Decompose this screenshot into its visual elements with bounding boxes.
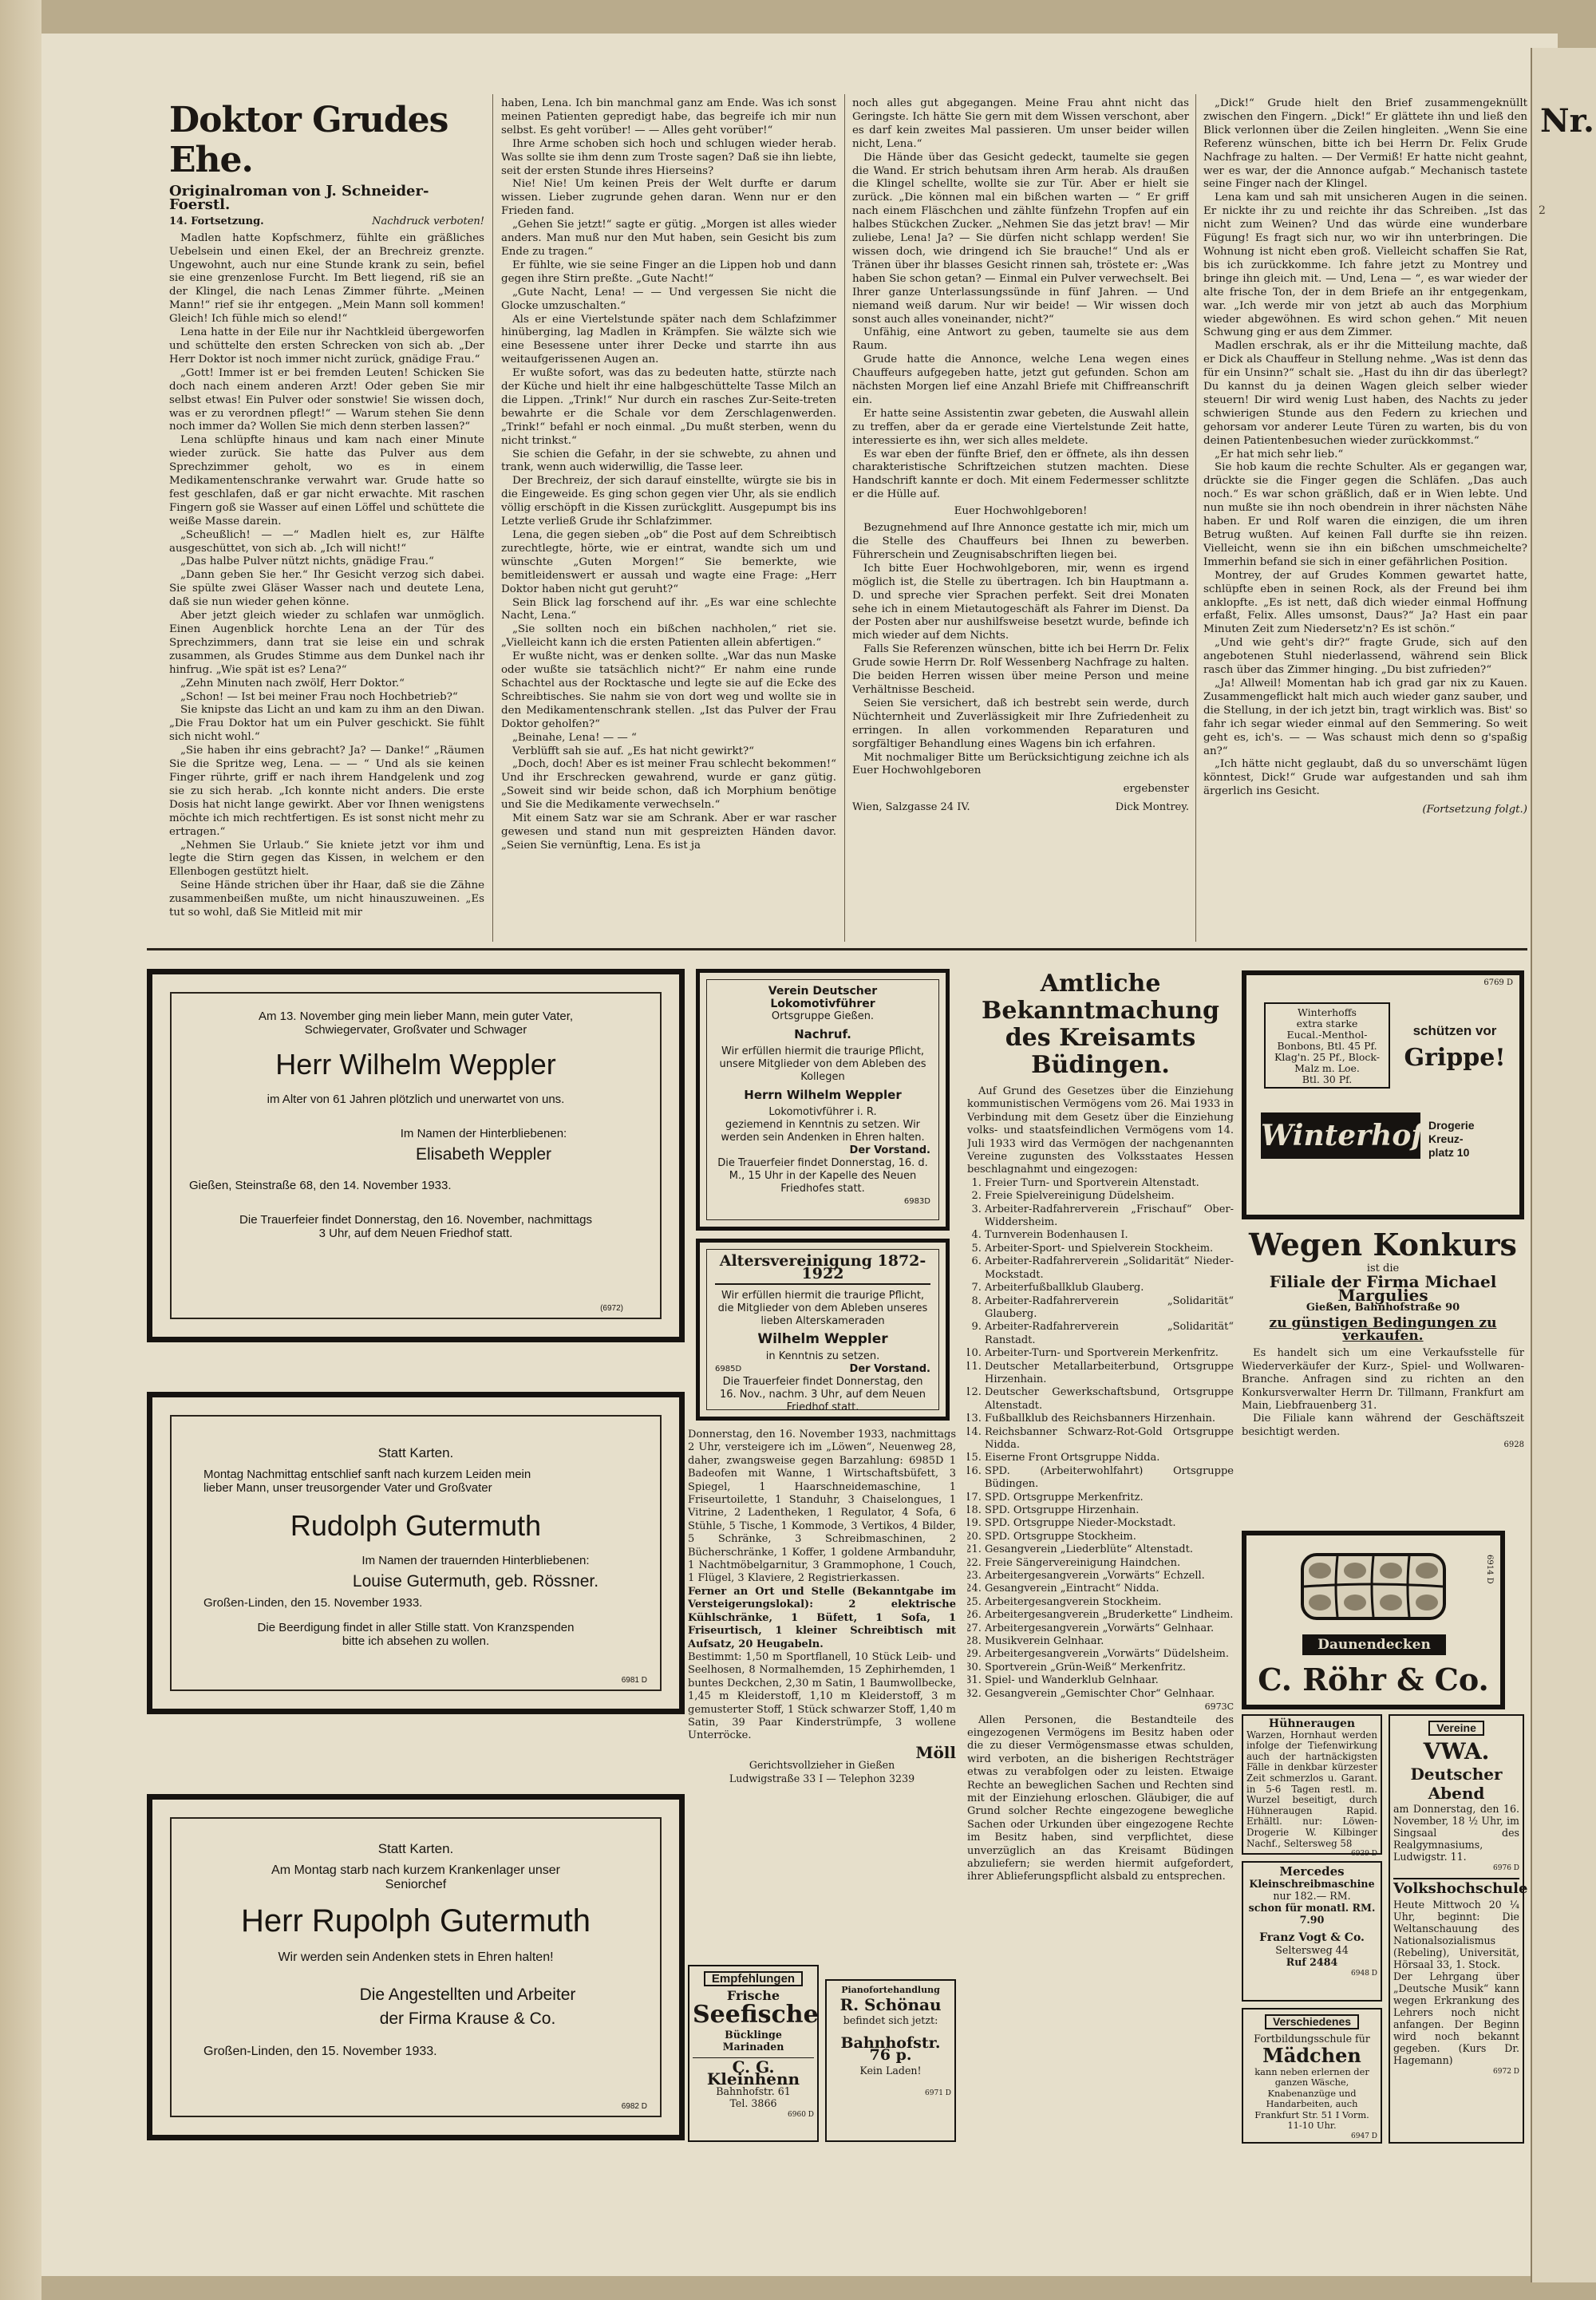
product-line: Winterhoffs — [1298, 1006, 1357, 1018]
adjacent-page-title: Nr. — [1540, 102, 1594, 140]
paragraph: „Sie sollten noch ein bißchen nachholen,“ riet sie. „Vielleicht kann ich die ersten Patienten allein abfertigen.“ — [501, 623, 836, 650]
paragraph: Er wußte sofort, was das zu bedeuten hatte, stürzte nach der Küche und hielt ihr eine halbgeschüttelte Tasse Milch an die Lippen. „Trink!“ Nur durch ein rasches Zur-Seite-treten bewahrte er die Schale vor dem Zerschlagenwerden. „Trink!“ befahl er noch einmal. „Du mußt sterben, wenn du nicht trinkst.“ — [501, 367, 836, 447]
list-item: 23. Arbeitergesangverein „Vorwärts“ Echzell. — [985, 1570, 1234, 1583]
bankruptcy-text: ist die — [1366, 1263, 1400, 1274]
winterhoff-store — [1428, 1119, 1475, 1160]
bankruptcy-address: Gießen, Bahnhofstraße 90 — [1306, 1302, 1460, 1314]
obituary-place-date: Großen-Linden, den 15. November 1933. — [203, 2045, 437, 2058]
obituary-deceased-name: Herr Rupolph Gutermuth — [241, 1903, 591, 1938]
list-item: 19. SPD. Ortsgruppe Nieder-Mockstadt. — [985, 1517, 1234, 1530]
paragraph: „Ich hätte nicht geglaubt, daß du so unverschämt lügen könntest, Dick!“ Grude war aufgestanden und sah ihm ärgerlich ins Gesicht. — [1203, 758, 1527, 798]
obituary-place-date: Gießen, Steinstraße 68, den 14. November 1933. — [189, 1179, 452, 1192]
adjacent-page-strip — [1531, 48, 1596, 2282]
corns-text: Warzen, Hornhaut werden infolge der Tiefenwirkung auch der hartnäckigsten Fälle in denkbar kürzester Zeit schmerzlos u. Garant. in 5-6 Tagen restl. m. Wurzel beseitigt, durch Hühneraugen Rapid. Erhältl. nur: Löwen-Drogerie W. Kilbinger Nachf., Seltersweg 58 — [1246, 1729, 1377, 1849]
list-item: 12. Deutscher Gewerkschaftsbund, Ortsgruppe Altenstadt. — [985, 1386, 1234, 1413]
store-line: Drogerie — [1428, 1119, 1475, 1132]
bankruptcy-text: Die Filiale kann während der Geschäftszeit besichtigt werden. — [1242, 1413, 1524, 1438]
ad-code: 6948 D — [1351, 1970, 1377, 1978]
obituary-deceased-name: Rudolph Gutermuth — [290, 1509, 542, 1542]
piano-note: Kein Laden! — [859, 2065, 922, 2077]
ad-associations — [1389, 1714, 1528, 2144]
obituary-weppler — [147, 969, 685, 1342]
list-item: 29. Arbeitergesangverein „Vorwärts“ Düdelsheim. — [985, 1648, 1234, 1661]
obituary-signers: Die Angestellten und Arbeiter — [359, 1986, 576, 2004]
notice-frame — [706, 979, 939, 1220]
quilt-icon — [1298, 1550, 1449, 1623]
ad-code: 6928 — [1503, 1440, 1524, 1450]
paragraph: Der Brechreiz, der sich darauf einstellte, würgte sie bis in die Eingeweide. Es ging schon gegen vier Uhr, als sie endlich völlig erschöpft in die Kissen zurückglitt. Ausgepumpt bis ins Letzte verließ Grude ihr Schlafzimmer. — [501, 475, 836, 528]
list-item: 22. Freie Sängervereinigung Haindchen. — [985, 1557, 1234, 1570]
novel-column-1 — [169, 101, 484, 942]
typewriter-phone: Ruf 2484 — [1286, 1956, 1338, 1968]
fish-firm: C. G. Kleinhenn — [693, 2057, 814, 2085]
announcement-intro: Auf Grund des Gesetzes über die Einziehung kommunistischen Vermögens vom 26. Mai 1933 in Verbindung mit dem Gesetz über die Einziehung volks- und staatsfeindlichen Vermögens vom 14. Juli 1933 wird das Vermögen der nachgenannten Vereine zugunsten des Volksstaates Hessen beschlagnahmt und eingezogen: — [967, 1085, 1234, 1176]
list-item: 32. Gesangverein „Gemischter Chor“ Gelnhaar. — [985, 1688, 1234, 1701]
auction-text: Bestimmt: 1,50 m Sportflanell, 10 Stück Leib- und Seelhosen, 8 Normalhemden, 15 Zephirhemden, 1 buntes Deckchen, 2,30 m Satin, 1 Baumwollbecke, 1,45 m Kleiderstoff, 1,10 m Kleiderstoff, 3 m gemusterter Stoff, 1 Stück schwarzer Stoff, 1,40 m Satin, 39 Paar Kinderstrümpfe, 3 wollene Unterröcke. — [688, 1650, 956, 1742]
paragraph: Als er eine Viertelstunde später nach dem Schlafzimmer hinüberging, lag Madlen in Krämpfen. Sie wälzte sich wie eine Besessene unter ihrer Decke und starrte ihn aus weitaufgerissenen Augen an. — [501, 313, 836, 366]
ad-code: 6982 D — [621, 2102, 647, 2111]
paragraph: „Doch, doch! Aber es ist meiner Frau schlecht bekommen!“ Und ihr Erschrecken gewahrend, wurde er ganz gütig. „Soweit sind wir beide schon, daß ich Morphium benötige und Sie die Medikamente verwechseln.“ — [501, 758, 836, 812]
paragraph: „Und wie geht's dir?“ fragte Grude, sich auf den angebotenen Stuhl niederlassend, während sein Blick rasch über das Zimmer hinging. „Du bist zufrieden?“ — [1203, 637, 1527, 677]
auction-text: Donnerstag, den 16. November 1933, nachmittags 2 Uhr, versteigere ich im „Löwen“, Neuenweg 28, daher, zwangsweise gegen Barzahlung: 6985D 1 Badeofen mit Wanne, 1 Wirtschaftsbüfett, 3 Spiegel, 1 Haarschneidemaschine, 1 Friseurtoilette, 1 Standuhr, 3 Chaiselongues, 1 Vitrine, 2 Ladentheken, 1 Regulator, 4 Sofa, 6 Stühle, 5 Tische, 1 Kommode, 3 Vertikos, 4 Bilder, 5 Schränke, 3 Schreibmaschinen, 2 Bücherschränke, 1 Koffer, 1 goldene Armbanduhr, 1 Nachtmöbelgarnitur, 3 Grammophone, 1 Couch, 1 Flügel, 3 Klaviere, 2 Registrierkassen. — [688, 1429, 956, 1585]
obituary-funeral: 3 Uhr, auf dem Neuen Friedhof statt. — [318, 1227, 513, 1240]
notice-title: Nachruf. — [794, 1027, 851, 1041]
notice-text: Die Trauerfeier findet Donnerstag, 16. d. M., 15 Uhr in der Kapelle des Neuen Friedhofes statt. — [717, 1157, 928, 1195]
paragraph: noch alles gut abgegangen. Meine Frau ahnt nicht das Geringste. Ich hätte Sie gern mit dem Wissen verschont, aber es darf kein zweites Mal passieren. Um unser beider willen nicht, Lena.“ — [852, 97, 1189, 150]
obituary-gutermuth-firm — [147, 1794, 685, 2140]
typewriter-installments: schon für monatl. RM. 7.90 — [1248, 1902, 1376, 1926]
ad-bankruptcy — [1242, 1227, 1524, 1450]
list-item: 2. Freie Spielvereinigung Düdelsheim. — [985, 1190, 1234, 1203]
obituary-mourners-label: Im Namen der Hinterbliebenen: — [400, 1127, 567, 1140]
letter-footer — [852, 801, 1189, 815]
paragraph: Seine Hände strichen über ihr Haar, daß sie die Zähne zusammenbeißen mußte, um nicht hinauszuweinen. „Es tut so wohl, daß Sie Mitleid mit mir — [169, 879, 484, 919]
list-item: 16. SPD. (Arbeiterwohlfahrt) Ortsgruppe Büdingen. — [985, 1465, 1234, 1492]
letter-closing: ergebenster — [1123, 783, 1189, 796]
winterhoff-product: Grippe! — [1404, 1044, 1506, 1072]
letter-signer: Dick Montrey. — [1115, 801, 1189, 814]
ad-code: 6947 D — [1351, 2132, 1377, 2141]
store-line: platz 10 — [1428, 1146, 1470, 1159]
notice-sign-row — [715, 1363, 930, 1376]
novel-author: Originalroman von J. Schneider-Foerstl. — [169, 183, 429, 213]
ad-code: 6976 D — [1493, 1864, 1519, 1872]
list-item: 31. Spiel- und Wanderklub Gelnhaar. — [985, 1674, 1234, 1687]
bankruptcy-text: Es handelt sich um eine Verkaufsstelle für Wiederverkäufer der Kurz-, Spiel- und Wollwaren-Branche. Anfragen sind zu richten an den Konkursverwalter Herrn Dr. Tillmann, Frankfurt am Main, Liebfrauenberg 31. — [1242, 1347, 1524, 1413]
product-line: extra starke — [1296, 1018, 1358, 1029]
vwa-title: VWA. — [1423, 1738, 1490, 1765]
notice-heading: Verein Deutscher Lokomotivführer — [768, 985, 878, 1010]
paragraph: „Gute Nacht, Lena! — — Und vergessen Sie nicht die Glocke umzuschalten.“ — [501, 286, 836, 312]
paragraph: Sie hob kaum die rechte Schulter. Als er gegangen war, drückte sie die Finger gegen die Schläfen. „Das auch noch.“ Es war schon gräßlich, daß er in Wien lebte. Und nun mußte sie ihn noch obendrein in ihrer nächsten Nähe haben. Er und Rolf waren die einzigen, die um ihren Betrug wußten. Auf keinen Fall durfte sie ihn reizen. Vielleicht, wenn sie ihn ein bißchen umschmeichelte? Immerhin befand sie sich in einer gefährlichen Position. — [1203, 461, 1527, 568]
ad-code: 6960 D — [788, 2111, 814, 2119]
notice-sign: Der Vorstand. — [849, 1144, 930, 1156]
list-item: 26. Arbeitergesangverein „Bruderkette“ Lindheim. — [985, 1609, 1234, 1622]
vhs-text: Der Lehrgang über „Deutsche Musik“ kann wegen Erkrankung des Lehrers noch nicht anfangen. Der Beginn wird noch bekannt gegeben. (Kurs Dr. Hagemann) — [1393, 1970, 1519, 2066]
notice-role: Lokomotivführer i. R. — [768, 1106, 877, 1118]
copyright-note: Nachdruck verboten! — [372, 215, 484, 227]
page-fold — [0, 0, 41, 2300]
ad-code: 6981 D — [621, 1676, 647, 1685]
auction-bailiff-address: Ludwigstraße 33 I — Telephon 3239 — [729, 1772, 915, 1784]
fish-title: Seefische — [693, 2001, 819, 2029]
corns-heading: Hühneraugen — [1268, 1717, 1356, 1730]
paragraph: Sie schien die Gefahr, in der sie schwebte, zu ahnen und trank, wenn auch widerwillig, die Tasse leer. — [501, 448, 836, 474]
auction-text: Ferner an Ort und Stelle (Bekanntgabe im Versteigerungslokal): 2 elektrische Kühlschränke, 1 Büfett, 1 Sofa, 1 Friseurtisch, 1 kleiner Schreibtisch mit Aufsatz, 20 Heugabeln. — [688, 1585, 956, 1650]
paragraph: Grude hatte die Annonce, welche Lena wegen eines Chauffeurs aufgegeben hatte, jetzt gut gefunden. Schon am nächsten Morgen lief eine Anzahl Briefe mit Chiffreanschrift ein. — [852, 354, 1189, 406]
notice-sign: Der Vorstand. — [849, 1363, 930, 1375]
product-line: Eucal.-Menthol- — [1286, 1029, 1368, 1041]
vhs-title: Volkshochschule — [1393, 1878, 1519, 1899]
list-item: 27. Arbeitergesangverein „Vorwärts“ Gelnhaar. — [985, 1622, 1234, 1635]
section-label-verschiedenes: Verschiedenes — [1265, 2014, 1359, 2029]
paragraph: „Das halbe Pulver nützt nichts, gnädige Frau.“ — [180, 555, 434, 568]
paragraph: Madlen hatte Kopfschmerz, fühlte ein gräßliches Uebelsein und einen Ekel, der an Brechreiz grenzte. Ungewohnt, auch nur eine Stunde krank zu sein, befiel sie eine grenzenlose Furcht. Im Bett liegend, riß sie an der Klingel, die nach Lenas Zimmer führte. „Meinen Mann!“ rief sie ihr entgegen. „Mein Mann soll kommen! Gleich! Ich fühle mich so elend!“ — [169, 231, 484, 326]
ad-code: 6973C — [1204, 1701, 1234, 1713]
obituary-gutermuth-family — [147, 1392, 685, 1714]
paragraph: „Sie haben ihr eins gebracht? Ja? — Danke!“ „Räumen Sie die Spritze weg, Lena. — — “ Und als sie keinen Finger rührte, griff er nach ihrem Handgelenk und zog sie zu sich herab. „Ich konnte nicht anders. Die erste Dosis hat nicht lange gewirkt. Aber vor Ihnen wenigstens möchte ich mich rechtfertigen. Es ist sonst nicht mehr zu ertragen.“ — [169, 745, 484, 838]
notice-text: in Kenntnis zu setzen. — [765, 1350, 880, 1362]
ad-corns — [1242, 1714, 1382, 1859]
obituary-deceased-name: Herr Wilhelm Weppler — [275, 1048, 556, 1081]
list-item: 17. SPD. Ortsgruppe Merkenfritz. — [985, 1492, 1234, 1504]
auction-bailiff: Möll — [915, 1742, 956, 1762]
ad-code: (6972) — [600, 1304, 623, 1313]
paragraph: Er fühlte, wie sie seine Finger an die Lippen hob und dann gegen ihre Stirn preßte. „Gute Nacht!“ — [501, 259, 836, 285]
paragraph: Unfähig, eine Antwort zu geben, taumelte sie aus dem Raum. — [852, 326, 1189, 353]
column-rule — [844, 94, 845, 942]
notice-text: geziemend in Kenntnis zu setzen. Wir werden sein Andenken in Ehren halten. — [721, 1119, 925, 1144]
list-item: 5. Arbeiter-Sport- und Spielverein Stockheim. — [985, 1243, 1234, 1255]
paragraph: Lena hatte in der Eile nur ihr Nachtkleid übergeworfen und schüttelte den ersten Schrecken von sich ab. „Der Herr Doktor ist noch immer nicht zurück, gnädige Frau.“ — [169, 326, 484, 366]
obituary-text: Seniorchef — [385, 1878, 447, 1891]
novel-column-2 — [501, 97, 836, 942]
ad-code: 6971 D — [925, 2089, 951, 2097]
auction-bailiff-role: Gerichtsvollzieher in Gießen — [749, 1759, 895, 1772]
notice-age-association — [696, 1239, 950, 1421]
list-item: 20. SPD. Ortsgruppe Stockheim. — [985, 1531, 1234, 1543]
official-announcement — [967, 970, 1234, 2120]
list-item: 11. Deutscher Metallarbeiterbund, Ortsgruppe Hirzenhain. — [985, 1361, 1234, 1387]
ad-fresh-fish — [688, 1965, 819, 2142]
bankruptcy-title: Wegen Konkurs — [1249, 1227, 1517, 1263]
paragraph: haben, Lena. Ich bin manchmal ganz am Ende. Was ich sonst meinen Patienten gepredigt habe, das begreife ich mir nun selbst. Es geht vorüber! — — Alles geht vorüber!“ — [501, 97, 836, 136]
paragraph: Sie knipste das Licht an und kam zu ihm an den Diwan. „Die Frau Doktor hat um ein Pulver geschickt. Sie fühlt sich nicht wohl.“ — [169, 704, 484, 744]
column-rule — [1195, 94, 1196, 942]
obituary-heading: Statt Karten. — [377, 1841, 454, 1856]
typewriter-brand: Mercedes — [1279, 1864, 1345, 1879]
vhs-text: Heute Mittwoch 20 ¼ Uhr, beginnt: Die Weltanschauung des Nationalsozialismus (Rebeling), Universität, Hörsaal 33, 1. Stock. — [1393, 1899, 1519, 1970]
list-item: 21. Gesangverein „Liederblüte“ Altenstadt. — [985, 1543, 1234, 1556]
list-item: 9. Arbeiter-Radfahrerverein „Solidarität“ Ranstadt. — [985, 1321, 1234, 1347]
paragraph: Lena kam und sah mit unsicheren Augen in die seinen. Er nickte ihr zu und reichte ihr das Schreiben. „Ist das nicht zum Weinen? Und das würde eine wunderbare Fügung! Es fragt sich nur, wo wir ihn unterbringen. Die Wohnung ist nicht eben groß. Vielleicht schaffen Sie Rat, bis ich zurückkomme. Ich fahre jetzt zu Montrey und bringe ihn gleich mit. — Und, Lena — “, es war wieder der alte frische Ton, der in dem Briefe an ihr entgegenkam, war. „Ich werde mir von jetzt ab auch das Morphium wieder abgewöhnen. Es wird schon gehen.“ Mit neuen Schwung ging er aus dem Zimmer. — [1203, 192, 1527, 339]
obituary-place-date: Großen-Linden, den 15. November 1933. — [203, 1596, 423, 1610]
section-divider — [147, 948, 1527, 950]
paragraph: Madlen erschrak, als er ihr die Mitteilung machte, daß er Dick als Chauffeur in Stellung nehme. „Was ist denn das für ein Unsinn?“ schalt sie. „Hast du ihn dir das überlegt? Du kannst du ja deinen Wagen gleich selber wieder steuern! Dir wird wenig Lust haben, des Nachts zu jeder schwierigen Stunde aus den Federn zu kriechen und gehorsam vor anderer Leute Türen zu warten, bis du von deinen Patientenbesuchen wieder zurückkommst.“ — [1203, 340, 1527, 447]
auction-notice — [688, 1429, 956, 1955]
product-line: Btl. 30 Pf. — [1302, 1073, 1353, 1085]
ad-code: 6914 D — [1485, 1555, 1494, 1584]
list-item: 25. Arbeitergesangverein Stockheim. — [985, 1596, 1234, 1609]
typewriter-price: nur 182.— RM. — [1273, 1890, 1351, 1902]
letter-paragraph: Mit nochmaliger Bitte um Berücksichtigung zeichne ich als Euer Hochwohlgeboren — [852, 751, 1189, 777]
column-rule — [492, 94, 493, 942]
paragraph: „Dick!“ Grude hielt den Brief zusammengeknüllt zwischen den Fingern. „Dick!“ Er glättete ihn und ließ den Blick verlonnen über die Zeilen hingleiten. „Wenn Sie eine Referenz wünschen, bitte ich bei Herrn Dr. Felix Grude Nachfrage zu halten. — Der Vermiß! Er hatte nicht geahnt, wer es war, der die Annonce aufgab.“ Mechanisch tastete seine Finger nach der Klingel. — [1203, 97, 1527, 191]
obituary-text: Montag Nachmittag entschlief sanft nach kurzem Leiden mein — [203, 1468, 531, 1481]
fish-fresh: Frische — [726, 1988, 780, 2003]
novel-column-4 — [1203, 97, 1527, 942]
winterhoff-tagline: schützen vor — [1412, 1023, 1497, 1038]
winterhoff-product-box — [1264, 1002, 1390, 1089]
obituary-text: Wir werden sein Andenken stets in Ehren halten! — [278, 1950, 554, 1964]
list-item: 7. Arbeiterfußballklub Glauberg. — [985, 1282, 1234, 1294]
store-line: Kreuz- — [1428, 1132, 1464, 1145]
paragraph: Aber jetzt gleich wieder zu schlafen war unmöglich. Einen Augenblick horchte Lena an der Tür des Sprechzimmers, dann trat sie leise ein und schrak zusammen, als Grudes Stimme aus dem Dunkel nach ihr hinfrug. „Wie spät ist es? Lena?“ — [169, 610, 484, 676]
obituary-text: Schwiegervater, Großvater und Schwager — [304, 1023, 527, 1037]
fish-phone: Tel. 3866 — [729, 2097, 777, 2109]
obituary-mourner: Elisabeth Weppler — [415, 1145, 552, 1164]
list-item: 10. Arbeiter-Turn- und Sportverein Merkenfritz. — [985, 1347, 1234, 1360]
paragraph: Verblüfft sah sie auf. „Es hat nicht gewirkt?“ — [512, 745, 754, 757]
bankruptcy-offer: zu günstigen Bedingungen zu verkaufen. — [1269, 1314, 1497, 1345]
ad-girls-school — [1242, 2008, 1382, 2144]
ad-down-quilts — [1242, 1531, 1505, 1709]
school-heading: Fortbildungsschule für — [1254, 2033, 1370, 2045]
paragraph: „Nehmen Sie Urlaub.“ Sie kniete jetzt vor ihm und legte die Stirn gegen das Kissen, in welchem er den Ellenbogen gestützt hielt. — [169, 839, 484, 879]
installment-line — [169, 215, 484, 229]
list-item: 4. Turnverein Bodenhausen I. — [985, 1229, 1234, 1242]
school-text: kann neben erlernen der ganzen Wäsche, Knabenanzüge und Handarbeiten, auch Frankfurt Str. 51 I Vorm. 11-10 Uhr. — [1254, 2066, 1369, 2132]
adjacent-page-fragment: 2 — [1539, 204, 1546, 217]
list-item: 15. Eiserne Front Ortsgruppe Nidda. — [985, 1452, 1234, 1464]
paragraph: „Ja! Allweil! Momentan hab ich grad gar nix zu Kauen. Zusammengeflickt halt mich auch wieder ganz sauber, und die Stellung, in der ich jetzt bin, tragt wirklich was. Bist' so fahr ich segar wieder einmal auf den Semmering. So weit geht es, ich's. — — Was schaust mich denn so g'spaßig an?“ — [1203, 677, 1527, 757]
paragraph: „Dann geben Sie her.“ Ihr Gesicht verzog sich dabei. Sie spülte zwei Gläser Wasser nach und deutete Lena, daß sie nun wieder gehen könne. — [169, 569, 484, 609]
obituary-mourner: Louise Gutermuth, geb. Rössner. — [352, 1572, 599, 1591]
letter-paragraph: Bezugnehmend auf Ihre Annonce gestatte ich mir, mich um die Stelle des Chauffeurs bei Ihnen zu bewerben. Führerschein und Zeugnisabschriften liegen bei. — [852, 522, 1189, 561]
quilt-label: Daunendecken — [1302, 1634, 1446, 1655]
letter-paragraph: Falls Sie Referenzen wünschen, bitte ich bei Herrn Dr. Felix Grude sowie Herrn Dr. Rolf Wessenberg Nachfrage zu halten. Die beiden Herren wissen über meine Person und meine Verhältnisse Bescheid. — [852, 643, 1189, 696]
obituary-heading: Statt Karten. — [377, 1445, 454, 1460]
piano-heading: Pianofortehandlung — [841, 1985, 940, 1995]
fish-types: Bücklinge Marinaden — [722, 2029, 784, 2053]
bankruptcy-firm: Filiale der Firma Michael Margulies — [1269, 1272, 1497, 1305]
piano-text: befindet sich jetzt: — [843, 2014, 938, 2026]
product-line: Klag'n. 25 Pf., Block- — [1274, 1051, 1380, 1063]
ad-code: 6769 D — [1483, 978, 1513, 987]
letter-place: Wien, Salzgasse 24 IV. — [852, 801, 970, 814]
paragraph: Ihre Arme schoben sich hoch und schlugen wieder herab. Was sollte sie ihm denn zum Troste sagen? Daß sie ihn liebte, seit der ersten Stunde ihres Hierseins? — [501, 137, 836, 177]
novel-title: Doktor Grudes Ehe. — [169, 101, 448, 180]
obituary-funeral: bitte ich absehen zu wollen. — [342, 1634, 490, 1648]
school-title: Mädchen — [1262, 2044, 1361, 2067]
obituary-funeral: Die Trauerfeier findet Donnerstag, den 16. November, nachmittags — [239, 1213, 592, 1227]
section-label-vereine: Vereine — [1428, 1721, 1484, 1736]
installment-number: 14. Fortsetzung. — [169, 215, 264, 227]
paragraph: Er hatte seine Assistentin zwar gebeten, die Auswahl allein zu treffen, aber da er gerade eine Viertelstunde Zeit hatte, interessierte es ihn, wer sich alles meldete. — [852, 407, 1189, 447]
list-item: 18. SPD. Ortsgruppe Hirzenhain. — [985, 1504, 1234, 1517]
notice-locomotive-drivers — [696, 969, 950, 1231]
section-label-empfehlungen: Empfehlungen — [704, 1971, 803, 1986]
paragraph: Die Hände über das Gesicht gedeckt, taumelte sie gegen die Wand. Er strich behutsam ihren Arm herab. Als draußen die Klingel schellte, wollte sie zur Tür. Aber er hielt sie zurück. „Die können mal ein bißchen warten — “ Er griff nach einem Fläschchen und zählte fünfzehn Tropfen auf ein halbes Stückchen Zucker. „Nehmen Sie das jetzt brav! — Mir zuliebe, Lena! Ja? — Sie dürfen nicht schlapp werden! Sie wissen doch, wie dringend ich Sie brauche!“ Und als er Tränen über ihr blasses Gesicht rinnen sah, tröstete er: „Was haben Sie schon getan? — Einmal ein Pulver verwechselt. Bei Ihrer ganze Unterlassungssünde in fünf Jahren. — Und niemand weiß darum. Nur wir beide! — Wir wissen doch sonst auch alles voneinander, nicht?“ — [852, 151, 1189, 326]
letter-salutation: Euer Hochwohlgeboren! — [954, 505, 1088, 518]
ad-code: 6972 D — [1493, 2068, 1519, 2076]
typewriter-firm: Franz Vogt & Co. — [1259, 1931, 1365, 1944]
ad-winterhoff — [1242, 970, 1524, 1219]
paragraph: Nie! Nie! Um keinen Preis der Welt durfte er darum wissen. Lieber zugrunde gehen daran. Wenn nur er den Frieden fand. — [501, 178, 836, 218]
novel-column-3 — [852, 97, 1189, 942]
paragraph: „Er hat mich sehr lieb.“ — [1215, 448, 1344, 460]
obituary-text: Am Montag starb nach kurzem Krankenlager unser — [271, 1863, 560, 1877]
paragraph: Er wußte nicht, was er denken sollte. „War das nun Maske oder wußte sie tatsächlich nicht?“ Er nahm eine runde Schachtel aus der Rocktasche und legte sie auf die Ecke des Schreibtisches. Sie nahm sie von dort weg und wollte sie in den Medikamentenschrank stellen. „Ist das Pulver der Frau Doktor geholfen?“ — [501, 650, 836, 730]
paragraph: Sein Blick lag forschend auf ihr. „Es war eine schlechte Nacht, Lena.“ — [501, 596, 836, 622]
association-list — [967, 1177, 1234, 1701]
ad-code: 6983D — [903, 1197, 930, 1206]
winterhoff-logo: Winterhoff — [1261, 1112, 1420, 1159]
notice-name: Herrn Wilhelm Weppler — [744, 1088, 902, 1102]
list-item: 3. Arbeiter-Radfahrerverein „Frischauf“ Ober-Widdersheim. — [985, 1203, 1234, 1230]
vwa-text: am Donnerstag, den 16. November, 18 ½ Uhr, im Singsaal des Realgymnasiums, Ludwigstr. 11. — [1393, 1803, 1519, 1863]
list-item: 28. Musikverein Gelnhaar. — [985, 1635, 1234, 1648]
list-item: 6. Arbeiter-Radfahrerverein „Solidarität“ Nieder-Mockstadt. — [985, 1255, 1234, 1282]
paragraph: „Schon! — Ist bei meiner Frau noch Hochbetrieb?“ — [180, 690, 458, 703]
list-item: 14. Reichsbanner Schwarz-Rot-Gold Ortsgruppe Nidda. — [985, 1426, 1234, 1452]
piano-firm: R. Schönau — [839, 1995, 942, 2014]
notice-heading: Altersvereinigung 1872-1922 — [715, 1255, 930, 1285]
paragraph: Lena, die gegen sieben „ob“ die Post auf dem Schreibtisch zurechtlegte, hörte, wie er eintrat, wandte sich um und wünschte „Guten Morgen!“ Sie bemerkte, wie bemitleidenswert er aussah und wagte eine Frage: „Herr Doktor haben nicht gut geruht?“ — [501, 529, 836, 595]
fish-address: Bahnhofstr. 61 — [716, 2085, 791, 2097]
list-item: 13. Fußballklub des Reichsbanners Hirzenhain. — [985, 1413, 1234, 1425]
paragraph: „Gott! Immer ist er bei fremden Leuten! Schicken Sie doch nach einem anderen Arzt! Oder geben Sie mir selbst etwas! Ein Pulver oder sonstwie! Sie wissen doch, was er zu verordnen pflegt!“ — Warum stehen Sie denn noch immer da? Wollen Sie mich denn sterben lassen?“ — [169, 366, 484, 433]
ad-code: 6985D — [715, 1365, 742, 1373]
obituary-signers: der Firma Krause & Co. — [379, 2010, 556, 2028]
ad-piano-shop — [825, 1979, 956, 2142]
quilt-firm: C. Röhr & Co. — [1258, 1662, 1489, 1697]
list-item: 1. Freier Turn- und Sportverein Altenstadt. — [985, 1177, 1234, 1190]
typewriter-address: Seltersweg 44 — [1275, 1944, 1349, 1956]
obituary-mourners-label: Im Namen der trauernden Hinterbliebenen: — [361, 1554, 590, 1567]
paragraph: Montrey, der auf Grudes Kommen gewartet hatte, schlüpfte eben in seinen Rock, als der Freund bei ihm anklopfte. „Es ist nett, daß dich wieder einmal Hoffnung erfaßt, Felix. Alles umsonst, Daus?“ Ja? Hast ein paar Minuten Zeit zum Niedersetz'n? Es ist schön.“ — [1203, 569, 1527, 636]
letter-paragraph: Seien Sie versichert, daß ich bestrebt sein werde, durch Nüchternheit und Zuverlässigkeit mir Ihre Zufriedenheit zu erringen. In allen vorkommenden Reparaturen und sorgfältiger Behandlung eines Wagens bin ich erfahren. — [852, 697, 1189, 750]
notice-text: Wir erfüllen hiermit die traurige Pflicht, unsere Mitglieder von dem Ableben des Kollegen — [719, 1045, 926, 1083]
paragraph: „Zehn Minuten nach zwölf, Herr Doktor.“ — [180, 677, 405, 690]
obituary-text: Am 13. November ging mein lieber Mann, mein guter Vater, — [258, 1010, 574, 1023]
list-item: 30. Sportverein „Grün-Weiß“ Merkenfritz. — [985, 1662, 1234, 1674]
paragraph: „Gehen Sie jetzt!“ sagte er gütig. „Morgen ist alles wieder anders. Man muß nur den Mut haben, sein Gesicht bis zum Ende zu tragen.“ — [501, 219, 836, 258]
announcement-title: Amtliche Bekanntmachung des Kreisamts Büdingen. — [981, 970, 1219, 1079]
notice-subheading: Ortsgruppe Gießen. — [771, 1010, 875, 1022]
vwa-event: Deutscher Abend — [1410, 1765, 1503, 1803]
letter-paragraph: Ich bitte Euer Hochwohlgeboren, mir, wenn es irgend möglich ist, die Stelle zu übertragen. Ich bin Hauptmann a. D. und spreche vier Sprachen perfekt. Seit drei Monaten sehe ich in einem Mietautogeschäft als Fahrer im Dienst. Da der Posten aber nur aushilfsweise besetzt wurde, befinde ich mich wieder auf dem Nichts. — [852, 562, 1189, 642]
product-line: Bonbons, Btl. 45 Pf. — [1277, 1040, 1377, 1052]
obituary-text: im Alter von 61 Jahren plötzlich und unerwartet von uns. — [267, 1093, 565, 1106]
paragraph: „Beinahe, Lena! — — “ — [512, 731, 637, 744]
notice-text: Die Trauerfeier findet Donnerstag, den 16. Nov., nachm. 3 Uhr, auf dem Neuen Friedhof statt. — [719, 1376, 926, 1413]
paragraph: Lena schlüpfte hinaus und kam nach einer Minute wieder zurück. Sie hatte das Pulver aus dem Sprechzimmer geholt, wo es in einem Medikamentenschranke verwahrt war. Grude hatte so fest geschlafen, daß er gar nicht erwachte. Mit raschen Fingern goß sie Wasser auf einen Löffel und schüttete die weiße Masse darein. — [169, 434, 484, 528]
notice-name: Wilhelm Weppler — [757, 1331, 888, 1347]
list-item: 24. Gesangverein „Eintracht“ Nidda. — [985, 1583, 1234, 1595]
obituary-funeral: Die Beerdigung findet in aller Stille statt. Von Kranzspenden — [257, 1621, 575, 1634]
paragraph: Es war eben der fünfte Brief, den er öffnete, als ihn dessen charakteristische Schriftzeichen stutzen machten. Diese Handschrift kannte er doch. Mit einem Federmesser schlitzte er die Hülle auf. — [852, 448, 1189, 501]
obituary-text: lieber Mann, unser treusorgender Vater und Großvater — [203, 1481, 492, 1495]
paragraph: Mit einem Satz war sie am Schrank. Aber er war rascher gewesen und stand nun mit gespreizten Händen davor. „Seien Sie vernünftig, Lena. Es ist ja — [501, 812, 836, 852]
ad-code: 6939 D — [1351, 1850, 1377, 1859]
ad-typewriter — [1242, 1861, 1382, 2002]
notice-text: Wir erfüllen hiermit die traurige Pflicht, die Mitglieder von dem Ableben unseres lieben Alterskameraden — [717, 1290, 928, 1327]
product-line: Malz m. Loe. — [1294, 1062, 1360, 1074]
announcement-outro: Allen Personen, die Bestandteile des eingezogenen Vermögens im Besitz haben oder die zu dieser Vermögensmasse etwas schulden, wird verboten, an die bisherigen Rechtsträger etwas zu verabfolgen oder zu leisten. Etwaige Rechte an beweglichen Sachen und Rechten sind mit der Einziehung erloschen. Gläubiger, die auf Grund solcher Rechte eingezogene bewegliche Sachen oder Urkunden über eingezogene Rechte im Besitz haben, sind verpflichtet, diese unverzüglich an das Kreisamt Büdingen abzuliefern; sie werden hiermit aufgefordert, ihrer Ablieferungspflicht alsbald zu entsprechen. — [967, 1713, 1234, 1883]
continued-note: (Fortsetzung folgt.) — [1422, 804, 1527, 816]
paragraph: „Scheußlich! — —“ Madlen hielt es, zur Hälfte ausgeschüttet, von sich ab. „Ich will nicht!“ — [169, 528, 484, 555]
piano-address: Bahnhofstr. 76 p. — [840, 2034, 941, 2064]
list-item: 8. Arbeiter-Radfahrerverein „Solidarität“ Glauberg. — [985, 1295, 1234, 1322]
notice-frame — [706, 1249, 939, 1413]
typewriter-title: Kleinschreibmaschine — [1249, 1878, 1375, 1890]
